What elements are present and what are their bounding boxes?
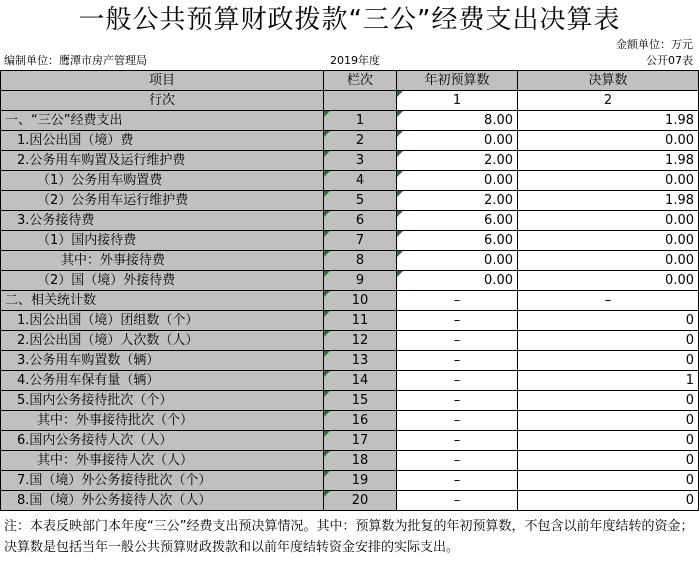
table-row (1, 251, 699, 271)
row-actual: 0 (518, 391, 699, 411)
row-actual: 0 (518, 491, 699, 511)
year-label: 2019年度 (330, 54, 380, 67)
table-row (1, 431, 699, 451)
row-no: 4 (324, 171, 397, 191)
row-item: 其中：外事接待费 (1, 251, 324, 271)
row-budget: 0.00 (397, 131, 518, 151)
row-no: 7 (324, 231, 397, 251)
header-item: 项目 (1, 71, 324, 91)
row-actual: 0 (518, 351, 699, 371)
row-item: （2）公务用车运行维护费 (1, 191, 324, 211)
header-budget: 年初预算数 (397, 71, 518, 91)
row-no: 20 (324, 491, 397, 511)
row-no: 17 (324, 431, 397, 451)
subheader-row-no: 行次 (1, 91, 324, 111)
table-row (1, 411, 699, 431)
row-no: 15 (324, 391, 397, 411)
row-budget: 0.00 (397, 271, 518, 291)
row-budget: 2.00 (397, 191, 518, 211)
table-row (1, 331, 699, 351)
table-row (1, 111, 699, 131)
row-item: 3.公务用车购置数（辆） (1, 351, 324, 371)
row-item: 其中：外事接待批次（个） (1, 411, 324, 431)
row-budget: – (397, 451, 518, 471)
table-row (1, 391, 699, 411)
org-label: 编制单位：鹰潭市房产管理局 (4, 54, 147, 67)
table-row (1, 271, 699, 291)
row-item: 6.国内公务接待人次（人） (1, 431, 324, 451)
row-budget: – (397, 311, 518, 331)
row-budget: 8.00 (397, 111, 518, 131)
page-title: 一般公共预算财政拨款“三公”经费支出决算表 (78, 5, 621, 35)
table-row (1, 451, 699, 471)
row-item: （2）国（境）外接待费 (1, 271, 324, 291)
subheader-blank (324, 91, 397, 111)
row-item: 1.因公出国（境）费 (1, 131, 324, 151)
expenditure-table (0, 70, 699, 511)
row-item: 1.因公出国（境）团组数（个） (1, 311, 324, 331)
table-row (1, 471, 699, 491)
row-budget: 6.00 (397, 211, 518, 231)
subheader-budget-no: 1 (397, 91, 518, 111)
row-actual: 0.00 (518, 251, 699, 271)
row-no: 8 (324, 251, 397, 271)
unit-label: 金额单位：万元 (616, 38, 693, 51)
table-row (1, 151, 699, 171)
table-row (1, 491, 699, 511)
row-no: 12 (324, 331, 397, 351)
row-no: 19 (324, 471, 397, 491)
table-row (1, 171, 699, 191)
table-row (1, 231, 699, 251)
row-actual: 1.98 (518, 191, 699, 211)
table-row (1, 191, 699, 211)
row-actual: 0.00 (518, 231, 699, 251)
row-actual: 0.00 (518, 271, 699, 291)
row-item: （1）国内接待费 (1, 231, 324, 251)
row-actual: 0 (518, 331, 699, 351)
row-no: 18 (324, 451, 397, 471)
row-item: 2.因公出国（境）人次数（人） (1, 331, 324, 351)
row-item: 二、相关统计数 (1, 291, 324, 311)
row-budget: – (397, 371, 518, 391)
row-item: 7.国（境）外公务接待批次（个） (1, 471, 324, 491)
header-row (1, 71, 699, 91)
row-item: 2.公务用车购置及运行维护费 (1, 151, 324, 171)
row-item: 5.国内公务接待批次（个） (1, 391, 324, 411)
row-no: 16 (324, 411, 397, 431)
row-actual: 0 (518, 451, 699, 471)
row-actual: 1.98 (518, 111, 699, 131)
subheader-row (1, 91, 699, 111)
row-budget: – (397, 331, 518, 351)
row-budget: 0.00 (397, 171, 518, 191)
table-row (1, 351, 699, 371)
form-label: 公开07表 (646, 54, 693, 67)
row-actual: 0 (518, 411, 699, 431)
row-no: 13 (324, 351, 397, 371)
row-no: 11 (324, 311, 397, 331)
row-no: 6 (324, 211, 397, 231)
row-actual: 1 (518, 371, 699, 391)
row-item: 4.公务用车保有量（辆） (1, 371, 324, 391)
row-no: 5 (324, 191, 397, 211)
row-item: 一、“三公”经费支出 (1, 111, 324, 131)
row-item: 3.公务接待费 (1, 211, 324, 231)
row-no: 1 (324, 111, 397, 131)
table-row (1, 211, 699, 231)
footnote: 注：本表反映部门本年度“三公”经费支出预决算情况。其中：预算数为批复的年初预算数，不包含以前年度结转的资金；决算数是包括当年一般公共预算财政拨款和以前年度结转资金安排的实际支出。 (4, 519, 694, 555)
row-no: 3 (324, 151, 397, 171)
table-row (1, 311, 699, 331)
header-actual: 决算数 (518, 71, 699, 91)
row-item: 其中：外事接待人次（人） (1, 451, 324, 471)
row-no: 10 (324, 291, 397, 311)
table-row (1, 131, 699, 151)
table-row (1, 371, 699, 391)
row-item: （1）公务用车购置费 (1, 171, 324, 191)
row-actual: 0 (518, 311, 699, 331)
table-row (1, 291, 699, 311)
row-actual: 1.98 (518, 151, 699, 171)
row-no: 14 (324, 371, 397, 391)
row-actual: 0.00 (518, 131, 699, 151)
header-col-no: 栏次 (324, 71, 397, 91)
row-budget: – (397, 411, 518, 431)
row-budget: – (397, 351, 518, 371)
row-budget: – (397, 491, 518, 511)
row-no: 9 (324, 271, 397, 291)
subheader-actual-no: 2 (518, 91, 699, 111)
row-budget: 2.00 (397, 151, 518, 171)
row-item: 8.国（境）外公务接待人次（人） (1, 491, 324, 511)
row-actual: 0.00 (518, 211, 699, 231)
row-budget: – (397, 431, 518, 451)
row-budget: 6.00 (397, 231, 518, 251)
row-budget: – (397, 291, 518, 311)
row-actual: – (518, 291, 699, 311)
row-actual: 0.00 (518, 171, 699, 191)
row-budget: – (397, 471, 518, 491)
row-actual: 0 (518, 471, 699, 491)
row-budget: – (397, 391, 518, 411)
row-actual: 0 (518, 431, 699, 451)
row-no: 2 (324, 131, 397, 151)
row-budget: 0.00 (397, 251, 518, 271)
